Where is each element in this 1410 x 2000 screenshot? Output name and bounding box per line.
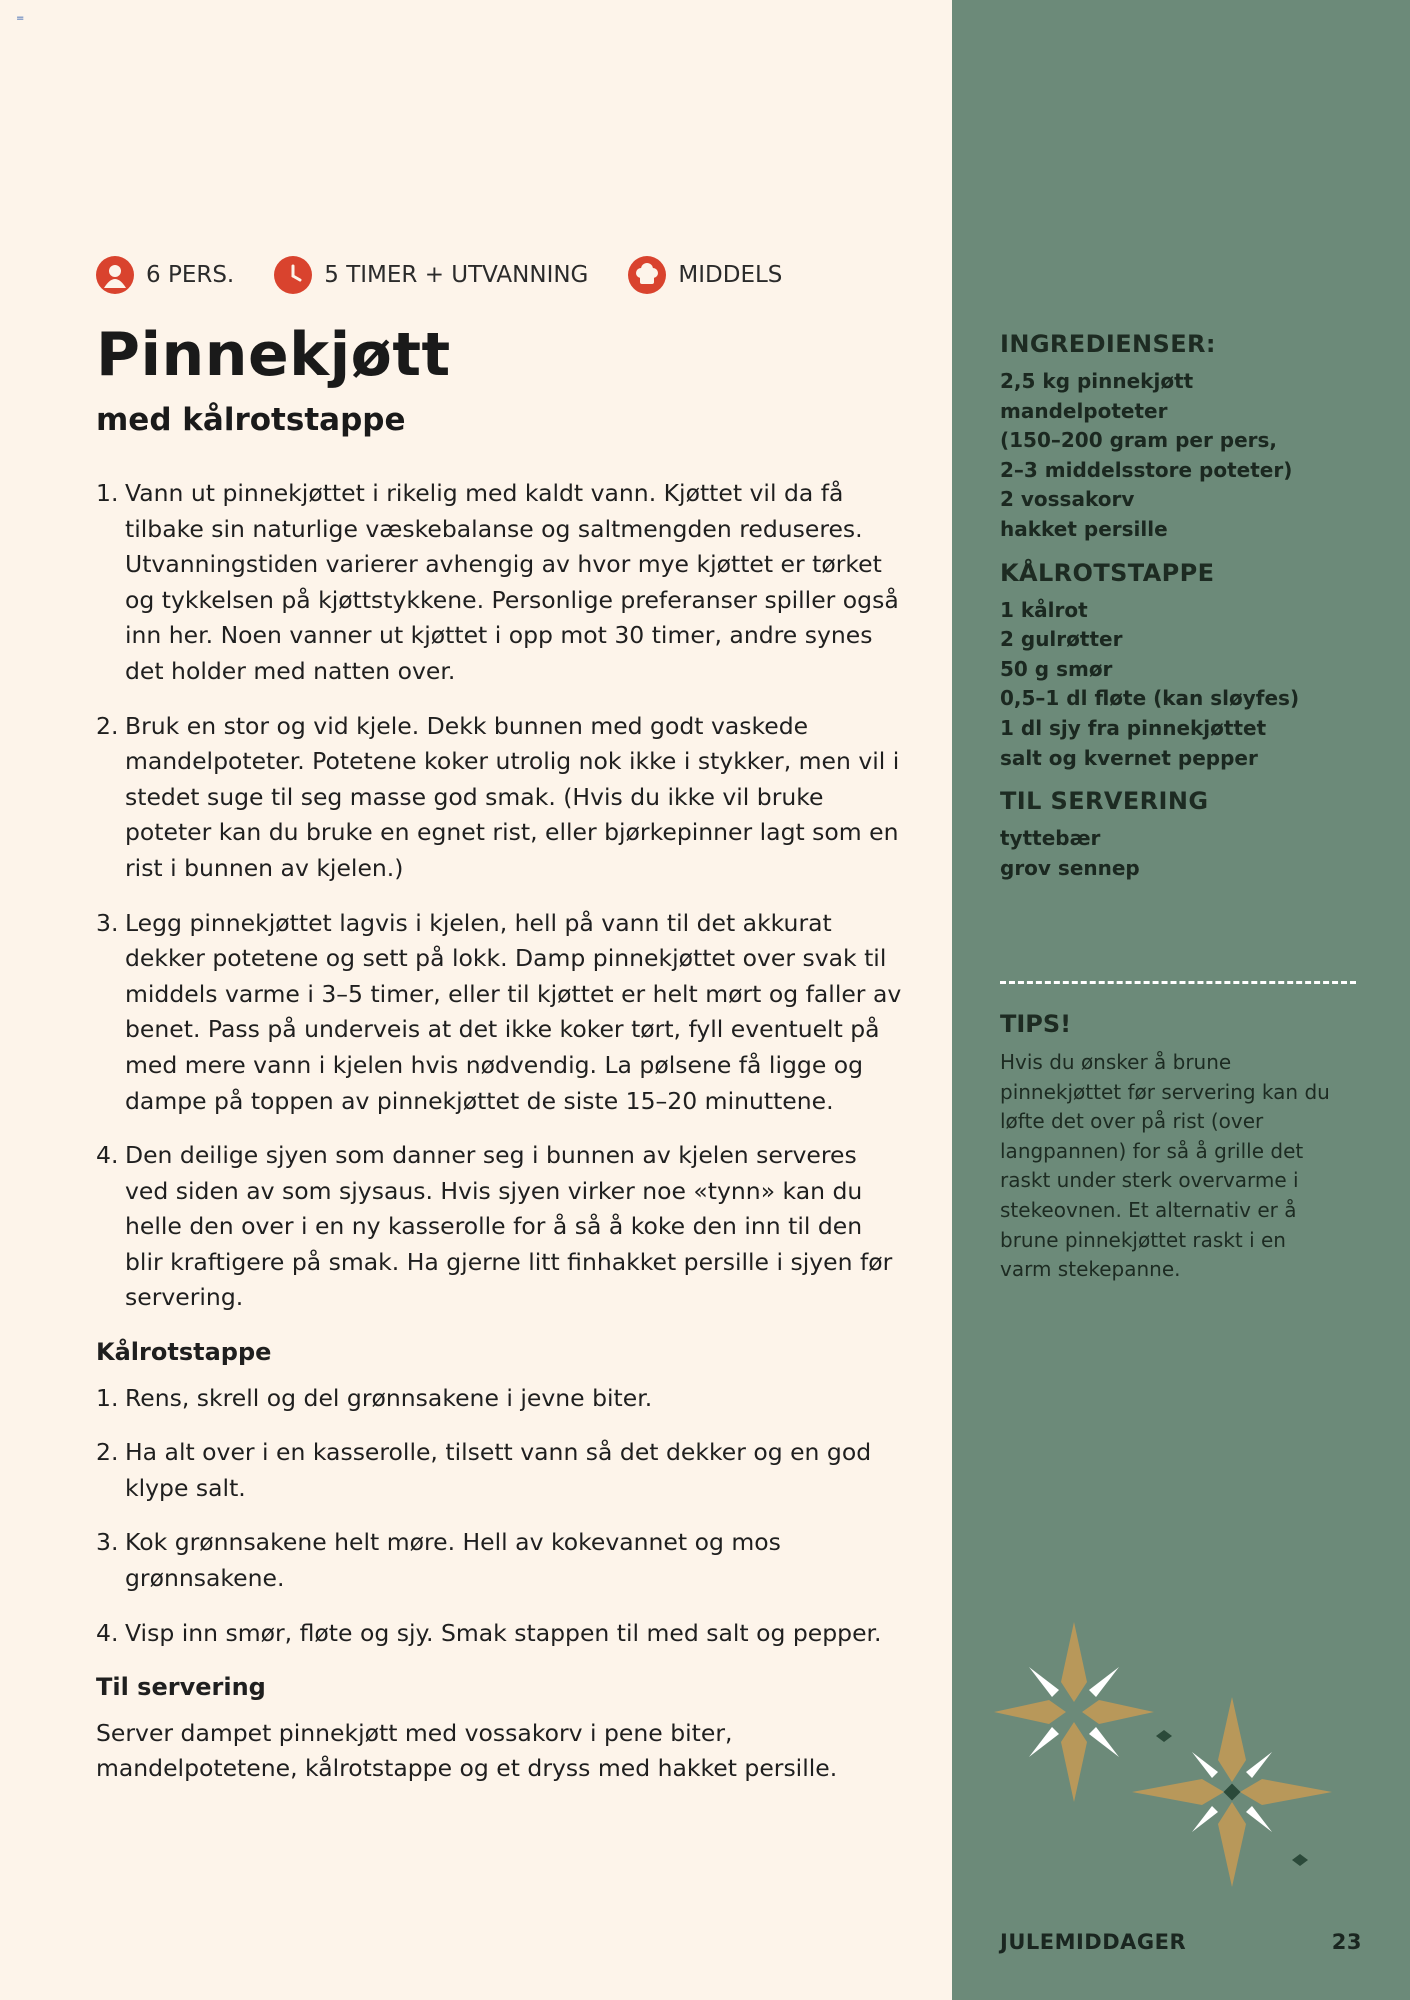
ingredient-item: 1 dl sjy fra pinnekjøttet (1000, 715, 1267, 740)
difficulty-text: MIDDELS (678, 262, 783, 288)
step-item (96, 1435, 906, 1506)
servings-text: 6 PERS. (146, 262, 235, 288)
step-item (96, 906, 906, 1120)
step-text: Rens, skrell og del grønnsakene i jevne biter. (125, 1383, 653, 1412)
step-item (96, 1525, 906, 1596)
step-number: 1. (96, 1383, 119, 1412)
ingredient-item: tyttebær (1000, 826, 1101, 851)
recipe-title: Pinnekjøtt (96, 320, 451, 390)
difficulty-info (628, 256, 782, 294)
step-item (96, 476, 906, 690)
step-text: Ha alt over i en kasserolle, tilsett vann så det dekker og en god klype salt. (125, 1438, 872, 1502)
tips-heading: TIPS! (1000, 1010, 1072, 1038)
ingredient-item: 2 gulrøtter (1000, 627, 1123, 652)
ingredient-item: hakket persille (1000, 516, 1168, 541)
ingredient-item: 1 kålrot (1000, 597, 1088, 622)
ingredient-item: 0,5–1 dl fløte (kan sløyfes) (1000, 686, 1300, 711)
kalrot-steps (96, 1381, 906, 1652)
step-number: 3. (96, 1528, 119, 1557)
step-item (96, 1138, 906, 1316)
kalrot-ingredients-heading: KÅLROTSTAPPE (1000, 558, 1215, 587)
chef-hat-icon (628, 256, 666, 294)
serving-items-list (1000, 824, 1360, 883)
page-footer (1000, 1930, 1362, 1954)
recipe-body (96, 476, 906, 1787)
step-text: Legg pinnekjøttet lagvis i kjelen, hell på vann til det akkurat dekker potetene og sett på lokk. Damp pinnekjøttet over svak til middels varme i 3–5 timer, eller til kjøttet er helt mørt og faller av benet. Pass på underveis at det ikke koker tørt, fyll eventuelt på med mere vann i kjelen hvis nødvendig. La pølsene få ligge og dampe på toppen av pinnekjøttet de siste 15–20 minuttene. (125, 908, 902, 1115)
step-text: Kok grønnsakene helt møre. Hell av kokevannet og mos grønnsakene. (125, 1528, 781, 1593)
ingredient-item: (150–200 gram per pers, (1000, 428, 1278, 453)
ingredients-list (1000, 367, 1360, 545)
time-info (274, 256, 588, 294)
step-text: Vann ut pinnekjøttet i rikelig med kaldt vann. Kjøttet vil da få tilbake sin naturlige væskebalanse og saltmengden reduseres. Utvanningstiden varierer avhengig av hvor mye kjøttet er tørket og tykkelsen på kjøttstykkene. Personlige preferanser spiller også inn her. Noen vanner ut kjøttet i opp mot 30 timer, andre synes det holder med natten over. (125, 479, 899, 685)
ingredients-heading: INGREDIENSER: (1000, 330, 1216, 358)
section-name: JULEMIDDAGER (1000, 1930, 1187, 1954)
recipe-subtitle: med kålrotstappe (96, 402, 406, 438)
main-steps (96, 476, 906, 1316)
corner-mark: = (16, 13, 25, 24)
serving-heading: Til servering (96, 1673, 266, 1702)
step-number: 4. (96, 1141, 119, 1170)
time-text: 5 TIMER + UTVANNING (324, 262, 589, 288)
serving-items-heading: TIL SERVERING (1000, 787, 1209, 816)
ingredient-item: 2 vossakorv (1000, 487, 1135, 512)
step-text: Visp inn smør, fløte og sjy. Smak stappen til med salt og pepper. (125, 1618, 882, 1647)
ingredients-sidebar (952, 0, 1410, 2000)
step-number: 2. (96, 1438, 119, 1467)
dashed-divider (1000, 981, 1356, 984)
tips-text: Hvis du ønsker å brune pinnekjøttet før servering kan du løfte det over på rist (over langpannen) for så å grille det raskt under sterk overvarme i stekeovnen. Et alternativ er å brune pinnekjøttet raskt i en varm stekepanne. (1000, 1050, 1330, 1282)
page-number: 23 (1331, 1930, 1362, 1954)
servings-info (96, 256, 234, 294)
ingredient-item: 2,5 kg pinnekjøtt (1000, 369, 1194, 393)
ingredient-item: mandelpoteter (1000, 398, 1168, 423)
person-icon (96, 256, 134, 294)
tips-box (1000, 1010, 1340, 1285)
kalrot-heading: Kålrotstappe (96, 1338, 272, 1367)
ingredient-item: grov sennep (1000, 855, 1140, 880)
ingredient-block (1000, 330, 1360, 897)
step-item (96, 1616, 906, 1652)
star-ornament-icon (992, 1620, 1352, 1900)
serving-text: Server dampet pinnekjøtt med vossakorv i pene biter, mandelpotetene, kålrotstappe og et dryss med hakket persille. (96, 1718, 838, 1783)
clock-icon (274, 256, 312, 294)
ingredient-item: 2–3 middelsstore poteter) (1000, 457, 1293, 482)
step-number: 4. (96, 1618, 119, 1647)
step-item (96, 709, 906, 887)
step-text: Bruk en stor og vid kjele. Dekk bunnen med godt vaskede mandelpoteter. Potetene koker utrolig nok ikke i stykker, men vil i stedet suge til seg masse god smak. (Hvis du ikke vil bruke poteter kan du bruke en egnet rist, eller bjørkepinner lagt som en rist i bunnen av kjelen.) (125, 711, 900, 882)
step-number: 3. (96, 908, 119, 937)
step-text: Den deilige sjyen som danner seg i bunnen av kjelen serveres ved siden av som sjysaus. Hvis sjyen virker noe «tynn» kan du helle den over i en ny kasserolle for å så å koke den inn til den blir kraftigere på smak. Ha gjerne litt finhakket persille i sjyen før servering. (125, 1141, 893, 1312)
recipe-meta (96, 256, 822, 294)
step-number: 1. (96, 479, 119, 507)
ingredient-item: salt og kvernet pepper (1000, 745, 1258, 770)
kalrot-ingredients-list (1000, 596, 1360, 774)
step-number: 2. (96, 711, 119, 740)
ingredient-item: 50 g smør (1000, 656, 1113, 681)
step-item (96, 1381, 906, 1417)
